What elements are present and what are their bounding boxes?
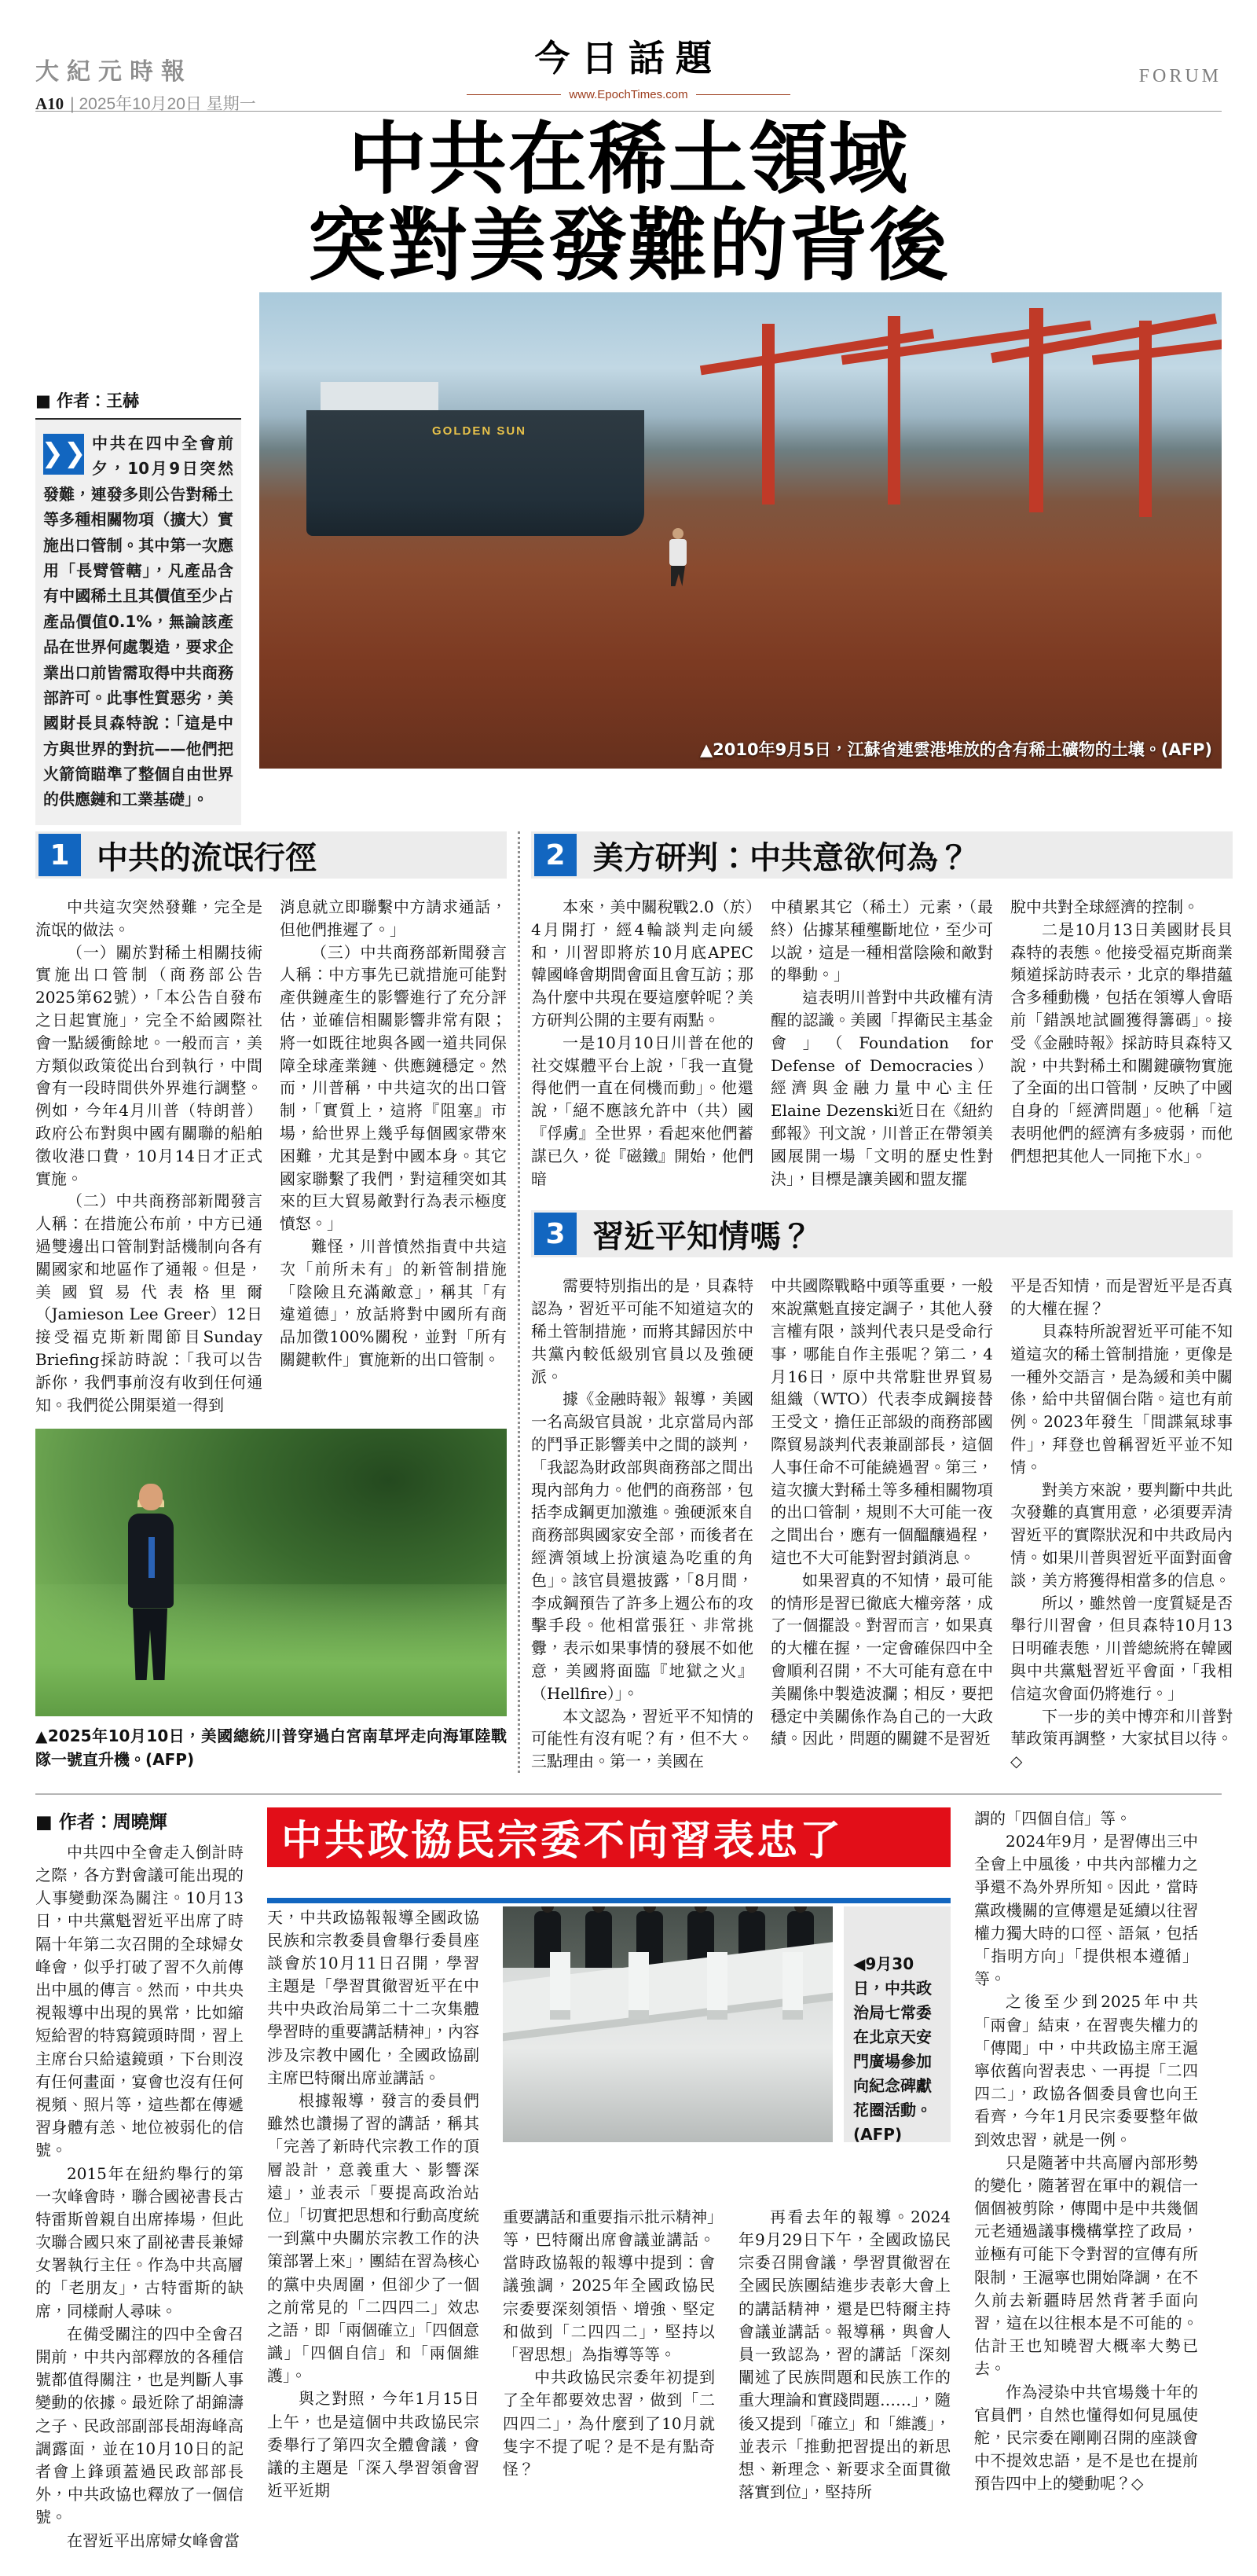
tiananmen-photo-caption: ◀9月30日，中共政治局七常委在北京天安門廣場參加向紀念碑獻花圈活動。(AFP) xyxy=(844,1906,951,2142)
trump-lawn-photo xyxy=(35,1429,507,1716)
crane-icon xyxy=(1092,339,1222,365)
paragraph: 二是10月13日美國財長貝森特的表態。他接受福克斯商業頻道採訪時表示，北京的舉措蘊含多種動機，包括在領導人會晤前「錯誤地試圖獲得籌碼」。接受《金融時報》採訪時貝森特又說，中共對稀土和關鍵礦物實施了全面的出口管制，反映了中國自身的「經濟問題」。他稱「這表明他們的經濟有多疲弱，而他們想把其他人一同拖下水」。 xyxy=(1010,919,1233,1165)
intro-text: 中共在四中全會前夕，10月9日突然發難，連發多則公告對稀土等多種相關物項（擴大）實施出口管制。其中第一次應用「長臂管轄」，凡產品含有中國稀土且其價值至少占產品價值0.1%，無論該產品在世界何處製造，要求企業出口前皆需取得中共商務部許可。此事性質惡劣，美國財長貝森特說：「這是中方與世界的對抗——他們把火箭筒瞄準了整個自由世界的供應鏈和工業基礎」。 xyxy=(43,434,233,809)
lawn xyxy=(35,1584,507,1716)
section-1-number-badge: 1 xyxy=(38,834,81,876)
paragraph: 中共這次突然發難，完全是流氓的做法。 xyxy=(35,897,262,939)
second-article-column-3 xyxy=(738,2190,951,2552)
trump-photo-caption: ▲2025年10月10日，美國總統川普穿過白宮南草坪走向海軍陸戰隊一號直升機。(AFP) xyxy=(35,1727,507,1770)
second-article-author: ■ 作者：周曉輝 xyxy=(35,1811,167,1833)
forum-label: FORUM xyxy=(1138,66,1222,86)
paragraph: 平是否知情，而是習近平是否真的大權在握？ xyxy=(1010,1276,1233,1319)
section-3-number-badge: 3 xyxy=(534,1213,577,1255)
paragraph: 中積累其它（稀土）元素，（最終）佔據某種壟斷地位，至少可以說，這是一種相當陰險和敵對的舉動。」 xyxy=(771,897,993,985)
port-rare-earth-photo xyxy=(259,292,1222,769)
main-headline: 中共在稀土領域 突對美發難的背後 xyxy=(308,113,949,292)
second-article xyxy=(35,1807,1222,2552)
paragraph: 再看去年的報導。2024年9月29日下午，全國政協民宗委召開會議，學習貫徹習在全國民族團結進步表彰大會上的講話精神，還是巴特爾主持會議並講話。報導稱，與會人員一致認為，習的講話「深刻闡述了民族問題和民族工作的重大理論和實踐問題……」，隨後又提到「確立」和「維護」，並表示「推動把習提出的新思想、新理念、新要求全面貫徹落實到位」，堅持所 xyxy=(738,2207,951,2502)
paragraph: 中共國際戰略中頭等重要，一般來說黨魁直接定調子，其他人發言權有限，談判代表只是受命行事，哪能自作主張呢？第二，4月16日，原中共常駐世界貿易組織（WTO）代表李成鋼接替王受文，擔任正部級的商務部國際貿易談判代表兼副部長，這個人事任命不可能繞過習。第三，這次擴大對稀土等多種相關物項的出口管制，規則不大可能一夜之間出台，應有一個醞釀過程，這也不大可能對習封鎖消息。 xyxy=(771,1276,993,1567)
section-2-column-2 xyxy=(771,896,993,1190)
section-1-titlebar xyxy=(35,831,507,879)
section-2-titlebar xyxy=(531,831,1233,879)
paragraph: 重要講話和重要指示批示精神」等，巴特爾出席會議並講話。當時政協報的報導中提到：會議強調，2025年全國政協民宗委要深刻領悟、增強、堅定和做到「二四四二」，堅持以「習思想」為指導等等。 xyxy=(503,2207,715,2365)
section-1-column-2 xyxy=(280,896,507,1416)
paragraph: 2015年在紐約舉行的第一次峰會時，聯合國祕書長古特雷斯曾親自出席捧場，但此次聯合國只來了副祕書長兼婦女署執行主任。作為中共高層的「老朋友」，古特雷斯的缺席，同樣耐人尋味。 xyxy=(35,2163,244,2321)
tiananmen-photo xyxy=(503,1906,833,2142)
paragraph: 中共四中全會走入倒計時之際，各方對會議可能出現的人事變動深為關注。10月13日，中共黨魁習近平出席了時隔十年第二次召開的全球婦女峰會，似乎打破了習不久前傳出中風的傳言。然而，中共央視報導中出現的異常，比如縮短給習的特寫鏡頭時間，習上主席台只給遠鏡頭，下台則沒有任何畫面，宴會也沒有任何視頻、照片等，這些都在傳遞習身體有恙、地位被弱化的信號。 xyxy=(35,1842,244,2160)
paragraph: 貝森特所說習近平可能不知道這次的稀土管制措施，更像是一種外交語言，是為緩和美中關係，給中共留個台階。這也有前例。2023年發生「間諜氣球事件」，拜登也曾稱習近平並不知情。 xyxy=(1010,1321,1233,1477)
paragraph: 這表明川普對中共政權有清醒的認識。美國「捍衛民主基金會」（Foundation for Defense of Democracies）經濟與金融力量中心主任Elaine Dezenski近日在《紐約郵報》刊文說，川普正在帶領美國展開一場「文明的歷史性對決」，目標是讓美國和盟友擺 xyxy=(771,988,993,1188)
paragraph: 本文認為，習近平不知情的可能性有沒有呢？有，但不大。三點理由。第一，美國在 xyxy=(531,1706,753,1771)
paragraph: 對美方來說，要判斷中共此次發難的真實用意，必須要弄清習近平的實際狀況和中共政局內情。如果川普與習近平面對面會談，美方將獲得相當多的信息。 xyxy=(1010,1480,1233,1590)
crane-icon xyxy=(1029,308,1043,512)
page-header xyxy=(35,30,1222,112)
section-3-titlebar xyxy=(531,1210,1233,1257)
second-article-column-4 xyxy=(974,1807,1198,2552)
section-2 xyxy=(531,831,1233,1190)
paragraph: （二）中共商務部新聞發言人稱：在措施公布前，中方已通過雙邊出口管制對話機制向各有關國家和地區作了通報。但是，美國貿易代表格里爾（Jamieson Lee Greer）12日接受福克斯新聞節目Sunday Briefing採訪時說：「我可以告訴你，我們事前沒有收到任何通知。我們從公開渠道一得到 xyxy=(35,1191,262,1415)
chevron-right-icon: ❯❯ xyxy=(43,434,84,475)
worker-figure xyxy=(668,528,688,586)
section-3-title: 習近平知情嗎？ xyxy=(592,1218,812,1255)
article-intro xyxy=(35,420,241,825)
page-date-line: A10 | 2025年10月20日 星期一 xyxy=(35,94,256,113)
paragraph: 所以，雖然曾一度質疑是否舉行川習會，但貝森特10月13日明確表態，川普總統將在韓國與中共黨魁習近平會面，「我相信這次會面仍將進行。」 xyxy=(1010,1593,1233,1703)
issue-date: 2025年10月20日 星期一 xyxy=(79,95,256,113)
paragraph: 根據報導，發言的委員們雖然也讚揚了習的講話，稱其「完善了新時代宗教工作的頂層設計，意義重大、影響深遠」，並表示「要提高政治站位」「切實把思想和行動高度統一到黨中央關於宗教工作的決策部署上來」，團結在習為核心的黨中央周圍，但卻少了一個之前常見的「二四四二」效忠之語，即「兩個確立」「四個意識」「四個自信」和「兩個維護」。 xyxy=(267,2091,479,2386)
page-number: A10 xyxy=(35,94,64,113)
newspaper-logo: 大紀元時報 xyxy=(35,58,192,86)
paragraph: 消息就立即聯繫中方請求通話，但他們推遲了。」 xyxy=(280,897,507,939)
ship-bridge xyxy=(321,382,438,410)
paragraph: 在備受關注的四中全會召開前，中共內部釋放的各種信號都值得關注，也是判斷人事變動的依據。最近除了胡錦濤之子、民政部副部長胡海峰高調露面，並在10月10日的記者會上鋒頭蓋過民政部部長外，中共政協也釋放了一個信號。 xyxy=(35,2324,244,2527)
section-1-title: 中共的流氓行徑 xyxy=(97,839,317,876)
section-2-title: 美方研判：中共意欲何為？ xyxy=(592,839,969,876)
paragraph: 一是10月10日川普在他的社交媒體平台上說，「我一直覺得他們一直在伺機而動」。他還說，「絕不應該允許中（共）國『俘虜』全世界，看起來他們蓄謀已久，從『磁鐵』開始，他們暗 xyxy=(531,1033,753,1188)
second-article-column-1 xyxy=(267,1892,479,2552)
paragraph: 下一步的美中博弈和川普對華政策再調整，大家拭目以待。◇ xyxy=(1010,1706,1233,1771)
second-article-column-2 xyxy=(503,2190,715,2552)
paragraph: 脫中共對全球經濟的控制。 xyxy=(1010,897,1199,916)
paragraph: 作為浸染中共官場幾十年的官員們，自然也懂得如何見風使舵，民宗委在剛剛召開的座談會中不提效忠語，是不是也在提前預告四中上的變動呢？◇ xyxy=(974,2382,1198,2493)
paragraph: 本來，美中關稅戰2.0（於）4月開打，經4輪談判走向緩和，川習即將於10月底APEC韓國峰會期間會面且會互訪；那為什麼中共現在要這麼幹呢？美方研判公開的主要有兩點。 xyxy=(531,897,753,1029)
website-url: www.EpochTimes.com xyxy=(464,88,793,101)
paragraph: 之後至少到2025年中共「兩會」結束，在習喪失權力的「傳聞」中，中共政協主席王滬寧依舊向習表忠、一再提「二四四二」，政協各個委員會也向王看齊，今年1月民宗委要整年做到效忠習，就是一例。 xyxy=(974,1992,1198,2149)
section-2-column-3 xyxy=(1010,896,1233,1190)
section-3-column-1 xyxy=(531,1275,753,1773)
paragraph: 據《金融時報》報導，美國一名高級官員說，北京當局內部的鬥爭正影響美中之間的談判，「我認為財政部與商務部之間出現內部角力。他們的商務部，包括李成鋼更加激進。強硬派來自商務部與國家安全部，而後者在經濟領域上扮演遠為吃重的角色」。該官員還披露，「8月間，李成鋼預告了許多上週公布的攻擊手段。他相當張狂、非常挑釁，表示如果事情的發展不如他意，美國將面臨『地獄之火』（Hellfire）」。 xyxy=(531,1389,753,1703)
section-1-column-1 xyxy=(35,896,262,1416)
paragraph: 只是隨著中共高層內部形勢的變化，隨著習在軍中的親信一個個被剪除，傳聞中是中共幾個元老通過議事機構掌控了政局，並極有可能下令對習的宣傳有所限制，王滬寧也開始降調，在不久前去新疆時居然背著手面向習，這在以往根本是不可能的。估計王也知曉習大概率大勢已去。 xyxy=(974,2152,1198,2379)
section-1 xyxy=(35,831,507,1773)
paragraph: 如果習真的不知情，最可能的情形是習已徹底大權旁落，成了一個擺設。對習而言，如果真的大權在握，一定會確保四中全會順利召開，不大可能有意在中美關係中製造波瀾；相反，要把穩定中美關係作為自己的一大政績。因此，問題的關鍵不是習近 xyxy=(771,1570,993,1749)
cargo-ship xyxy=(306,410,644,536)
crane-icon xyxy=(762,324,775,505)
trump-figure xyxy=(128,1496,194,1693)
section-2-column-1 xyxy=(531,896,753,1190)
paragraph: （三）中共商務部新聞發言人稱：中方事先已就措施可能對產供鏈產生的影響進行了充分評估，並確信相關影響非常有限；將一如既往地與各國一道共同保障全球產業鏈、供應鏈穩定。然而，川普稱，中共這次的出口管制，「實質上，這將『阻塞』市場，給世界上幾乎每個國家帶來困難，尤其是對中國本身。其它國家聯繫了我們，對這種突如其來的巨大貿易敵對行為表示極度憤怒。」 xyxy=(280,942,507,1234)
paragraph: 2024年9月，是習傳出三中全會上中風後，中共內部權力之爭還不為外界所知。因此，當時黨政機關的宣傳還是延續以往習權力獨大時的口徑、語氣，包括「指明方向」「提供根本遵循」等。 xyxy=(974,1832,1198,1989)
section-masthead: 今日話題 xyxy=(534,37,723,79)
paragraph: 謂的「四個自信」等。 xyxy=(974,1808,1131,1828)
section-3 xyxy=(531,1210,1233,1773)
paragraph: 在習近平出席婦女峰會當 xyxy=(67,2530,240,2550)
paragraph: （一）關於對稀土相關技術實施出口管制（商務部公告2025第62號），「本公告自發布之日起實施」，完全不給國際社會一點緩衝餘地。一般而言，美方類似政策從出台到執行，中間會有一段時間供外界進行調整。例如，今年4月川普（特朗普）政府公布對與中國有關聯的船舶徵收港口費，10月14日才正式實施。 xyxy=(35,942,262,1188)
second-article-banner-headline: 中共政協民宗委不向習表忠了 xyxy=(267,1807,951,1867)
main-photo-caption: ▲2010年9月5日，江蘇省連雲港堆放的含有稀土礦物的土壤。(AFP) xyxy=(699,740,1212,759)
section-3-column-2 xyxy=(771,1275,993,1773)
paragraph: 需要特別指出的是，貝森特認為，習近平可能不知道這次的稀土管制措施，而將其歸因於中共黨內較低級別官員以及強硬派。 xyxy=(531,1276,753,1386)
paragraph: 難怪，川普憤然指責中共這次「前所未有」的新管制措施「陰險且充滿敵意」，稱其「有違道德」，放話將對中國所有商品加徵100%關稅，並對「所有關鍵軟件」實施新的出口管制。 xyxy=(280,1236,507,1369)
lead-article-hero xyxy=(35,112,1222,820)
second-article-intro-column xyxy=(35,1841,244,2552)
horizontal-rule xyxy=(35,1793,1222,1795)
section-2-number-badge: 2 xyxy=(534,834,577,876)
main-author: ■ 作者：王赫 xyxy=(35,388,241,420)
ship-name-label: GOLDEN SUN xyxy=(432,424,527,438)
paragraph: 與之對照，今年1月15日上午，也是這個中共政協民宗委舉行了第四次全體會議，會議的主題是「深入學習領會習近平近期 xyxy=(267,2389,479,2501)
crane-icon xyxy=(888,316,900,505)
paragraph: 中共政協民宗委年初提到了全年都要效忠習，做到「二四四二」，為什麼到了10月就隻字不提了呢？是不是有點奇怪？ xyxy=(503,2368,715,2479)
dotted-divider xyxy=(518,831,520,1773)
section-3-column-3 xyxy=(1010,1275,1233,1773)
paragraph: 天，中共政協報報導全國政協民族和宗教委員會舉行委員座談會於10月11日召開，學習主題是「學習貫徹習近平在中共中央政治局第二十二次集體學習時的重要講話精神」，內容涉及宗教中國化，全國政協副主席巴特爾出席並講話。 xyxy=(267,1907,479,2087)
